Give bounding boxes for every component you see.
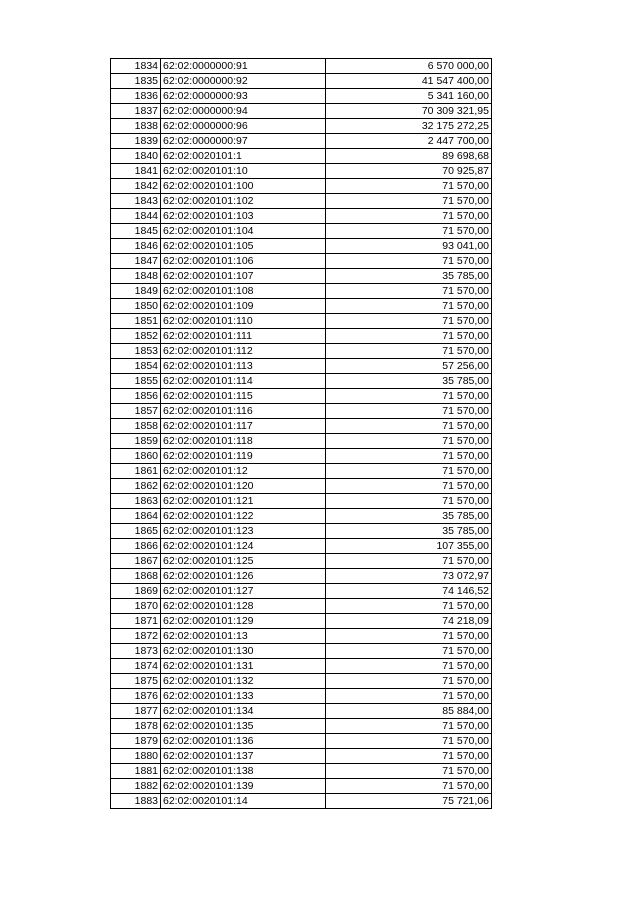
table-row [111,614,492,629]
row-number-cell: 1839 [111,134,161,149]
table-row [111,119,492,134]
table-row [111,134,492,149]
row-number-cell: 1865 [111,524,161,539]
cadastral-number-cell: 62:02:0020101:14 [161,794,326,809]
cadastral-number-cell: 62:02:0020101:119 [161,449,326,464]
row-number-cell: 1835 [111,74,161,89]
row-number-cell: 1880 [111,749,161,764]
row-number-cell: 1883 [111,794,161,809]
cadastral-number-cell: 62:02:0000000:92 [161,74,326,89]
row-number-cell: 1852 [111,329,161,344]
value-cell: 75 721,06 [326,794,492,809]
row-number-cell: 1864 [111,509,161,524]
row-number-cell: 1857 [111,404,161,419]
cadastral-number-cell: 62:02:0020101:118 [161,434,326,449]
table-row [111,719,492,734]
table-row [111,734,492,749]
row-number-cell: 1877 [111,704,161,719]
value-cell: 32 175 272,25 [326,119,492,134]
row-number-cell: 1854 [111,359,161,374]
cadastral-number-cell: 62:02:0020101:121 [161,494,326,509]
cadastral-number-cell: 62:02:0020101:108 [161,284,326,299]
value-cell: 35 785,00 [326,509,492,524]
row-number-cell: 1855 [111,374,161,389]
value-cell: 71 570,00 [326,434,492,449]
table-row [111,329,492,344]
cadastral-number-cell: 62:02:0020101:136 [161,734,326,749]
table-row [111,104,492,119]
row-number-cell: 1851 [111,314,161,329]
table-row [111,374,492,389]
cadastral-number-cell: 62:02:0020101:128 [161,599,326,614]
row-number-cell: 1882 [111,779,161,794]
value-cell: 71 570,00 [326,659,492,674]
cadastral-number-cell: 62:02:0000000:94 [161,104,326,119]
table-row [111,449,492,464]
value-cell: 85 884,00 [326,704,492,719]
cadastral-number-cell: 62:02:0020101:115 [161,389,326,404]
row-number-cell: 1878 [111,719,161,734]
value-cell: 71 570,00 [326,719,492,734]
cadastral-number-cell: 62:02:0020101:123 [161,524,326,539]
cadastral-number-cell: 62:02:0020101:120 [161,479,326,494]
table-row [111,359,492,374]
cadastral-number-cell: 62:02:0020101:113 [161,359,326,374]
value-cell: 71 570,00 [326,299,492,314]
table-row [111,389,492,404]
cadastral-number-cell: 62:02:0020101:132 [161,674,326,689]
value-cell: 71 570,00 [326,254,492,269]
table-row [111,749,492,764]
cadastral-number-cell: 62:02:0020101:133 [161,689,326,704]
cadastral-number-cell: 62:02:0020101:114 [161,374,326,389]
table-row [111,524,492,539]
cadastral-number-cell: 62:02:0020101:125 [161,554,326,569]
table-row [111,59,492,74]
row-number-cell: 1849 [111,284,161,299]
value-cell: 71 570,00 [326,494,492,509]
value-cell: 74 146,52 [326,584,492,599]
table-row [111,89,492,104]
table-row [111,239,492,254]
value-cell: 71 570,00 [326,314,492,329]
value-cell: 57 256,00 [326,359,492,374]
row-number-cell: 1875 [111,674,161,689]
cadastral-number-cell: 62:02:0000000:91 [161,59,326,74]
row-number-cell: 1859 [111,434,161,449]
row-number-cell: 1862 [111,479,161,494]
table-row [111,269,492,284]
row-number-cell: 1841 [111,164,161,179]
row-number-cell: 1868 [111,569,161,584]
data-table [110,58,492,809]
table-row [111,689,492,704]
table-row [111,254,492,269]
value-cell: 71 570,00 [326,674,492,689]
cadastral-number-cell: 62:02:0020101:131 [161,659,326,674]
table-row [111,479,492,494]
table-row [111,779,492,794]
cadastral-number-cell: 62:02:0020101:111 [161,329,326,344]
cadastral-number-cell: 62:02:0020101:138 [161,764,326,779]
cadastral-number-cell: 62:02:0020101:130 [161,644,326,659]
row-number-cell: 1848 [111,269,161,284]
row-number-cell: 1845 [111,224,161,239]
cadastral-number-cell: 62:02:0020101:135 [161,719,326,734]
table-row [111,764,492,779]
table-row [111,434,492,449]
row-number-cell: 1842 [111,179,161,194]
table-row [111,179,492,194]
cadastral-number-cell: 62:02:0020101:103 [161,209,326,224]
value-cell: 71 570,00 [326,644,492,659]
value-cell: 71 570,00 [326,179,492,194]
table-row [111,599,492,614]
value-cell: 71 570,00 [326,734,492,749]
cadastral-number-cell: 62:02:0020101:126 [161,569,326,584]
row-number-cell: 1872 [111,629,161,644]
row-number-cell: 1874 [111,659,161,674]
row-number-cell: 1881 [111,764,161,779]
row-number-cell: 1867 [111,554,161,569]
cadastral-number-cell: 62:02:0020101:110 [161,314,326,329]
cadastral-number-cell: 62:02:0020101:107 [161,269,326,284]
cadastral-number-cell: 62:02:0020101:106 [161,254,326,269]
value-cell: 71 570,00 [326,389,492,404]
value-cell: 41 547 400,00 [326,74,492,89]
cadastral-number-cell: 62:02:0020101:139 [161,779,326,794]
table-row [111,209,492,224]
row-number-cell: 1869 [111,584,161,599]
value-cell: 71 570,00 [326,329,492,344]
value-cell: 70 309 321,95 [326,104,492,119]
cadastral-number-cell: 62:02:0020101:13 [161,629,326,644]
row-number-cell: 1837 [111,104,161,119]
table-row [111,149,492,164]
value-cell: 70 925,87 [326,164,492,179]
table-row [111,419,492,434]
row-number-cell: 1846 [111,239,161,254]
value-cell: 35 785,00 [326,524,492,539]
value-cell: 71 570,00 [326,284,492,299]
value-cell: 71 570,00 [326,419,492,434]
cadastral-number-cell: 62:02:0020101:109 [161,299,326,314]
table-row [111,284,492,299]
value-cell: 71 570,00 [326,449,492,464]
cadastral-number-cell: 62:02:0020101:116 [161,404,326,419]
value-cell: 71 570,00 [326,599,492,614]
value-cell: 93 041,00 [326,239,492,254]
table-row [111,194,492,209]
row-number-cell: 1873 [111,644,161,659]
row-number-cell: 1844 [111,209,161,224]
cadastral-number-cell: 62:02:0020101:137 [161,749,326,764]
row-number-cell: 1834 [111,59,161,74]
value-cell: 71 570,00 [326,749,492,764]
row-number-cell: 1876 [111,689,161,704]
row-number-cell: 1856 [111,389,161,404]
value-cell: 71 570,00 [326,689,492,704]
table-row [111,464,492,479]
row-number-cell: 1838 [111,119,161,134]
cadastral-number-cell: 62:02:0020101:10 [161,164,326,179]
cadastral-number-cell: 62:02:0020101:122 [161,509,326,524]
value-cell: 6 570 000,00 [326,59,492,74]
cadastral-number-cell: 62:02:0020101:124 [161,539,326,554]
value-cell: 71 570,00 [326,344,492,359]
cadastral-number-cell: 62:02:0020101:134 [161,704,326,719]
table-row [111,704,492,719]
table-row [111,494,492,509]
row-number-cell: 1860 [111,449,161,464]
table-row [111,554,492,569]
value-cell: 35 785,00 [326,269,492,284]
row-number-cell: 1871 [111,614,161,629]
table-row [111,74,492,89]
cadastral-number-cell: 62:02:0020101:117 [161,419,326,434]
cadastral-number-cell: 62:02:0020101:104 [161,224,326,239]
table-row [111,509,492,524]
table-row [111,344,492,359]
row-number-cell: 1850 [111,299,161,314]
value-cell: 71 570,00 [326,779,492,794]
cadastral-number-cell: 62:02:0020101:1 [161,149,326,164]
row-number-cell: 1861 [111,464,161,479]
value-cell: 71 570,00 [326,764,492,779]
table-row [111,644,492,659]
value-cell: 35 785,00 [326,374,492,389]
cadastral-number-cell: 62:02:0020101:112 [161,344,326,359]
table-row [111,794,492,809]
cadastral-number-cell: 62:02:0020101:102 [161,194,326,209]
row-number-cell: 1866 [111,539,161,554]
table-row [111,584,492,599]
table-row [111,224,492,239]
row-number-cell: 1853 [111,344,161,359]
row-number-cell: 1847 [111,254,161,269]
value-cell: 74 218,09 [326,614,492,629]
table-row [111,569,492,584]
cadastral-number-cell: 62:02:0020101:105 [161,239,326,254]
table-row [111,299,492,314]
value-cell: 2 447 700,00 [326,134,492,149]
table-row [111,539,492,554]
row-number-cell: 1870 [111,599,161,614]
value-cell: 71 570,00 [326,554,492,569]
table-row [111,404,492,419]
value-cell: 71 570,00 [326,224,492,239]
row-number-cell: 1879 [111,734,161,749]
cadastral-number-cell: 62:02:0020101:129 [161,614,326,629]
cadastral-number-cell: 62:02:0000000:93 [161,89,326,104]
value-cell: 71 570,00 [326,464,492,479]
cadastral-number-cell: 62:02:0020101:127 [161,584,326,599]
cadastral-number-cell: 62:02:0020101:12 [161,464,326,479]
table-row [111,629,492,644]
value-cell: 71 570,00 [326,479,492,494]
value-cell: 71 570,00 [326,404,492,419]
table-row [111,674,492,689]
row-number-cell: 1858 [111,419,161,434]
value-cell: 71 570,00 [326,209,492,224]
row-number-cell: 1843 [111,194,161,209]
value-cell: 71 570,00 [326,194,492,209]
table-row [111,314,492,329]
value-cell: 71 570,00 [326,629,492,644]
value-cell: 5 341 160,00 [326,89,492,104]
value-cell: 73 072,97 [326,569,492,584]
row-number-cell: 1836 [111,89,161,104]
cadastral-number-cell: 62:02:0000000:96 [161,119,326,134]
row-number-cell: 1840 [111,149,161,164]
table-body [111,59,492,809]
value-cell: 89 698,68 [326,149,492,164]
row-number-cell: 1863 [111,494,161,509]
table-row [111,164,492,179]
value-cell: 107 355,00 [326,539,492,554]
cadastral-number-cell: 62:02:0000000:97 [161,134,326,149]
cadastral-number-cell: 62:02:0020101:100 [161,179,326,194]
table-row [111,659,492,674]
